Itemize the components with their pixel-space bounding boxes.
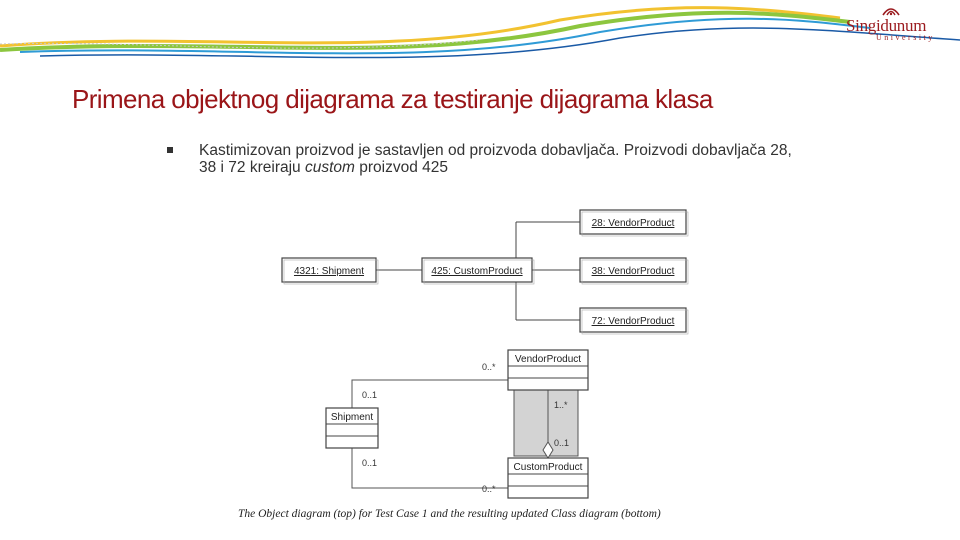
logo-name: Singidunum [846, 16, 927, 35]
figure-caption: The Object diagram (top) for Test Case 1 and the resulting updated Class diagram (bottom) [238, 508, 661, 520]
header-swoosh-graphic [0, 0, 960, 80]
mult-vendor-shipment: 0..* [482, 362, 496, 372]
slide-title: Primena objektnog dijagrama za testiranje dijagrama klasa [72, 84, 713, 114]
class-vendorproduct-label: VendorProduct [514, 354, 582, 365]
mult-shipment-vendor: 0..1 [362, 390, 378, 400]
object-vendorproduct-72-label: 72: VendorProduct [591, 316, 675, 327]
bullet-text-end: proizvod 425 [354, 159, 449, 176]
square-bullet-icon [166, 146, 174, 154]
bullet-text [199, 142, 799, 176]
object-vendorproduct-28-box [580, 210, 688, 236]
mult-custom-vendor: 0..1 [554, 438, 570, 448]
mult-shipment-custom: 0..1 [362, 458, 378, 468]
uml-diagram-figure [236, 190, 756, 530]
object-shipment-box [282, 258, 378, 284]
university-logo[interactable] [838, 6, 938, 40]
class-customproduct-box [508, 458, 588, 498]
object-vendorproduct-38-label: 38: VendorProduct [591, 266, 675, 277]
logo-emblem-icon [882, 6, 900, 16]
mult-custom-shipment: 0..* [482, 484, 496, 494]
bullet-text-plain: Kastimizovan proizvod je sastavljen od proizvoda dobavljača. Proizvodi dobavljača 28, 38 i 72 kreiraju [199, 142, 792, 176]
bullet-text-italic: custom [304, 159, 355, 176]
object-shipment-label: 4321: Shipment [293, 266, 365, 277]
object-customproduct-box [422, 258, 534, 284]
class-vendorproduct-box [508, 350, 588, 390]
object-vendorproduct-72-box [580, 308, 688, 334]
object-vendorproduct-28-label: 28: VendorProduct [591, 218, 675, 229]
object-vendorproduct-38-box [580, 258, 688, 284]
class-shipment-label: Shipment [330, 412, 374, 423]
logo-subtitle: University [876, 33, 935, 42]
class-customproduct-label: CustomProduct [513, 462, 583, 473]
mult-vendor-custom: 1..* [554, 400, 568, 410]
class-shipment-box [326, 408, 378, 448]
object-customproduct-label: 425: CustomProduct [431, 266, 523, 277]
